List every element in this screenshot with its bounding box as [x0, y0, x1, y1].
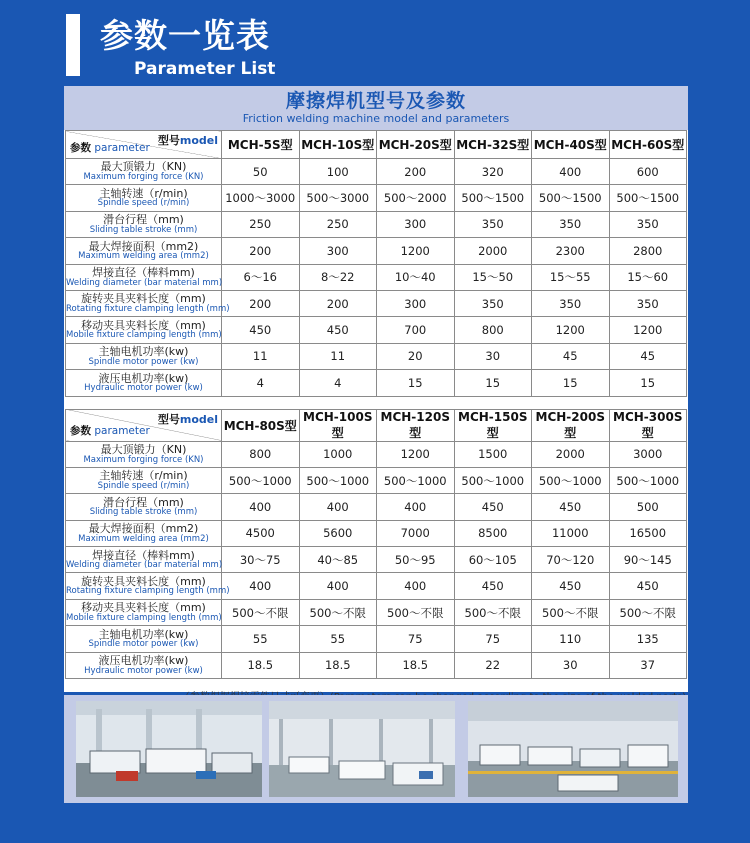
parameter-value: 400	[222, 494, 300, 520]
model-header: MCH-300S型	[609, 409, 687, 441]
parameter-value: 450	[609, 573, 687, 599]
parameter-value: 200	[299, 290, 377, 316]
parameter-value: 800	[222, 441, 300, 467]
page-subtitle: Parameter List	[134, 59, 276, 79]
parameter-value: 320	[454, 159, 532, 185]
parameter-value: 2000	[532, 441, 610, 467]
header-accent-bar	[66, 14, 80, 76]
parameter-value: 55	[299, 626, 377, 652]
parameter-value: 75	[377, 626, 455, 652]
parameter-value: 90～145	[609, 547, 687, 573]
parameter-value: 500～不限	[299, 599, 377, 625]
model-header: MCH-80S型	[222, 409, 300, 441]
model-header: MCH-20S型	[377, 131, 455, 159]
parameter-value: 22	[454, 652, 532, 678]
parameter-value: 500～不限	[222, 599, 300, 625]
parameter-value: 400	[532, 159, 610, 185]
parameter-value: 350	[532, 290, 610, 316]
parameter-value: 100	[299, 159, 377, 185]
parameter-table-2	[65, 409, 687, 680]
banner-title: 摩擦焊机型号及参数	[285, 90, 466, 112]
parameter-value: 15	[532, 370, 610, 396]
parameter-label: 主轴电机功率(kw) Spindle motor power (kw)	[66, 626, 222, 652]
parameter-value: 30	[532, 652, 610, 678]
table-row	[66, 494, 687, 520]
table-row	[66, 317, 687, 343]
parameter-value: 40～85	[299, 547, 377, 573]
table-row	[66, 290, 687, 316]
parameter-label: 滑台行程（mm) Sliding table stroke (mm)	[66, 494, 222, 520]
parameter-value: 4	[222, 370, 300, 396]
parameter-value: 450	[454, 573, 532, 599]
parameter-value: 37	[609, 652, 687, 678]
parameter-label: 主轴电机功率(kw) Spindle motor power (kw)	[66, 343, 222, 369]
parameter-value: 15～50	[454, 264, 532, 290]
page-title: 参数一览表	[100, 16, 270, 55]
parameter-value: 10～40	[377, 264, 455, 290]
parameter-value: 16500	[609, 520, 687, 546]
parameter-value: 30～75	[222, 547, 300, 573]
parameter-value: 1200	[532, 317, 610, 343]
table-row	[66, 185, 687, 211]
parameter-value: 500～不限	[532, 599, 610, 625]
table-row	[66, 467, 687, 493]
parameter-value: 4500	[222, 520, 300, 546]
parameter-value: 400	[222, 573, 300, 599]
parameter-value: 450	[222, 317, 300, 343]
parameter-value: 45	[609, 343, 687, 369]
parameter-value: 15	[377, 370, 455, 396]
model-header: MCH-10S型	[299, 131, 377, 159]
parameter-value: 11	[222, 343, 300, 369]
parameter-label: 移动夹具夹料长度（mm) Mobile fixture clamping length (mm)	[66, 599, 222, 625]
parameter-value: 350	[609, 211, 687, 237]
parameter-label: 最大顶锻力（KN) Maximum forging force (KN)	[66, 159, 222, 185]
table-header-row	[66, 409, 687, 441]
parameter-value: 500～1000	[299, 467, 377, 493]
parameter-value: 300	[299, 238, 377, 264]
parameter-value: 60～105	[454, 547, 532, 573]
table-row	[66, 211, 687, 237]
parameter-value: 45	[532, 343, 610, 369]
parameter-value: 450	[299, 317, 377, 343]
parameter-value: 15～60	[609, 264, 687, 290]
model-header: MCH-100S型	[299, 409, 377, 441]
parameter-value: 1500	[454, 441, 532, 467]
parameter-value: 18.5	[299, 652, 377, 678]
parameter-value: 300	[377, 211, 455, 237]
parameter-value: 20	[377, 343, 455, 369]
parameter-value: 200	[377, 159, 455, 185]
parameter-value: 15～55	[532, 264, 610, 290]
table-row	[66, 441, 687, 467]
workshop-photo-2	[269, 701, 455, 797]
parameter-value: 500～1000	[532, 467, 610, 493]
parameter-value: 250	[222, 211, 300, 237]
parameter-label: 滑台行程（mm) Sliding table stroke (mm)	[66, 211, 222, 237]
banner-subtitle: Friction welding machine model and parameters	[242, 112, 510, 125]
parameter-label: 最大焊接面积（mm2) Maximum welding area (mm2)	[66, 238, 222, 264]
model-header: MCH-60S型	[609, 131, 687, 159]
parameter-value: 50	[222, 159, 300, 185]
table-row	[66, 599, 687, 625]
table-row	[66, 159, 687, 185]
parameter-label: 液压电机功率(kw) Hydraulic motor power (kw)	[66, 370, 222, 396]
parameter-value: 500～1500	[532, 185, 610, 211]
parameter-value: 500～不限	[454, 599, 532, 625]
table-row	[66, 343, 687, 369]
parameter-table-1	[65, 130, 687, 397]
parameter-value: 450	[532, 494, 610, 520]
parameter-value: 3000	[609, 441, 687, 467]
parameter-value: 500～1000	[377, 467, 455, 493]
parameter-panel	[64, 86, 688, 692]
parameter-value: 55	[222, 626, 300, 652]
parameter-label: 主轴转速（r/min) Spindle speed (r/min)	[66, 185, 222, 211]
table-row	[66, 520, 687, 546]
parameter-value: 500～1500	[454, 185, 532, 211]
parameter-value: 7000	[377, 520, 455, 546]
parameter-value: 1000～3000	[222, 185, 300, 211]
parameter-value: 400	[299, 573, 377, 599]
parameter-value: 2000	[454, 238, 532, 264]
parameter-value: 5600	[299, 520, 377, 546]
parameter-value: 135	[609, 626, 687, 652]
corner-cell: 型号model 参数 parameter	[66, 131, 222, 159]
parameter-value: 200	[222, 238, 300, 264]
model-header: MCH-200S型	[532, 409, 610, 441]
parameter-value: 18.5	[222, 652, 300, 678]
parameter-value: 450	[454, 494, 532, 520]
parameter-label: 最大焊接面积（mm2) Maximum welding area (mm2)	[66, 520, 222, 546]
parameter-value: 600	[609, 159, 687, 185]
parameter-label: 旋转夹具夹料长度（mm) Rotating fixture clamping length (mm)	[66, 573, 222, 599]
model-header: MCH-5S型	[222, 131, 300, 159]
parameter-value: 500～1000	[454, 467, 532, 493]
parameter-value: 75	[454, 626, 532, 652]
table-banner	[64, 86, 688, 130]
model-header: MCH-40S型	[532, 131, 610, 159]
parameter-value: 350	[454, 211, 532, 237]
parameter-value: 1000	[299, 441, 377, 467]
parameter-value: 500～2000	[377, 185, 455, 211]
table-row	[66, 547, 687, 573]
parameter-value: 500～1500	[609, 185, 687, 211]
parameter-value: 350	[609, 290, 687, 316]
corner-cell: 型号model 参数 parameter	[66, 409, 222, 441]
parameter-value: 400	[377, 573, 455, 599]
parameter-value: 400	[377, 494, 455, 520]
parameter-value: 500～3000	[299, 185, 377, 211]
parameter-value: 1200	[377, 441, 455, 467]
table-header-row	[66, 131, 687, 159]
parameter-value: 8～22	[299, 264, 377, 290]
parameter-value: 2300	[532, 238, 610, 264]
parameter-label: 主轴转速（r/min) Spindle speed (r/min)	[66, 467, 222, 493]
parameter-value: 11	[299, 343, 377, 369]
model-header: MCH-150S型	[454, 409, 532, 441]
parameter-label: 移动夹具夹料长度（mm) Mobile fixture clamping length (mm)	[66, 317, 222, 343]
parameter-label: 焊接直径（棒料mm) Welding diameter (bar material mm)	[66, 547, 222, 573]
parameter-value: 800	[454, 317, 532, 343]
parameter-value: 300	[377, 290, 455, 316]
table-row	[66, 573, 687, 599]
parameter-value: 200	[222, 290, 300, 316]
parameter-value: 2800	[609, 238, 687, 264]
parameter-value: 6～16	[222, 264, 300, 290]
workshop-photo-1	[76, 701, 262, 797]
parameter-value: 500	[609, 494, 687, 520]
parameter-value: 15	[609, 370, 687, 396]
parameter-value: 400	[299, 494, 377, 520]
photo-strip	[64, 695, 688, 803]
parameter-value: 700	[377, 317, 455, 343]
parameter-label: 最大顶锻力（KN) Maximum forging force (KN)	[66, 441, 222, 467]
parameter-value: 350	[454, 290, 532, 316]
model-header: MCH-120S型	[377, 409, 455, 441]
parameter-label: 旋转夹具夹料长度（mm) Rotating fixture clamping length (mm)	[66, 290, 222, 316]
parameter-value: 15	[454, 370, 532, 396]
parameter-label: 液压电机功率(kw) Hydraulic motor power (kw)	[66, 652, 222, 678]
parameter-value: 250	[299, 211, 377, 237]
parameter-value: 1200	[609, 317, 687, 343]
model-header: MCH-32S型	[454, 131, 532, 159]
parameter-value: 110	[532, 626, 610, 652]
parameter-value: 11000	[532, 520, 610, 546]
parameter-value: 500～1000	[609, 467, 687, 493]
parameter-value: 18.5	[377, 652, 455, 678]
parameter-label: 焊接直径（棒料mm) Welding diameter (bar material mm)	[66, 264, 222, 290]
parameter-value: 500～不限	[609, 599, 687, 625]
parameter-value: 8500	[454, 520, 532, 546]
parameter-value: 500～1000	[222, 467, 300, 493]
parameter-value: 350	[532, 211, 610, 237]
table-row	[66, 626, 687, 652]
parameter-value: 4	[299, 370, 377, 396]
table-row	[66, 652, 687, 678]
parameter-value: 450	[532, 573, 610, 599]
workshop-photo-3	[468, 701, 678, 797]
parameter-value: 1200	[377, 238, 455, 264]
parameter-value: 50～95	[377, 547, 455, 573]
table-row	[66, 370, 687, 396]
parameter-value: 30	[454, 343, 532, 369]
table-row	[66, 238, 687, 264]
parameter-value: 500～不限	[377, 599, 455, 625]
parameter-value: 70～120	[532, 547, 610, 573]
table-row	[66, 264, 687, 290]
